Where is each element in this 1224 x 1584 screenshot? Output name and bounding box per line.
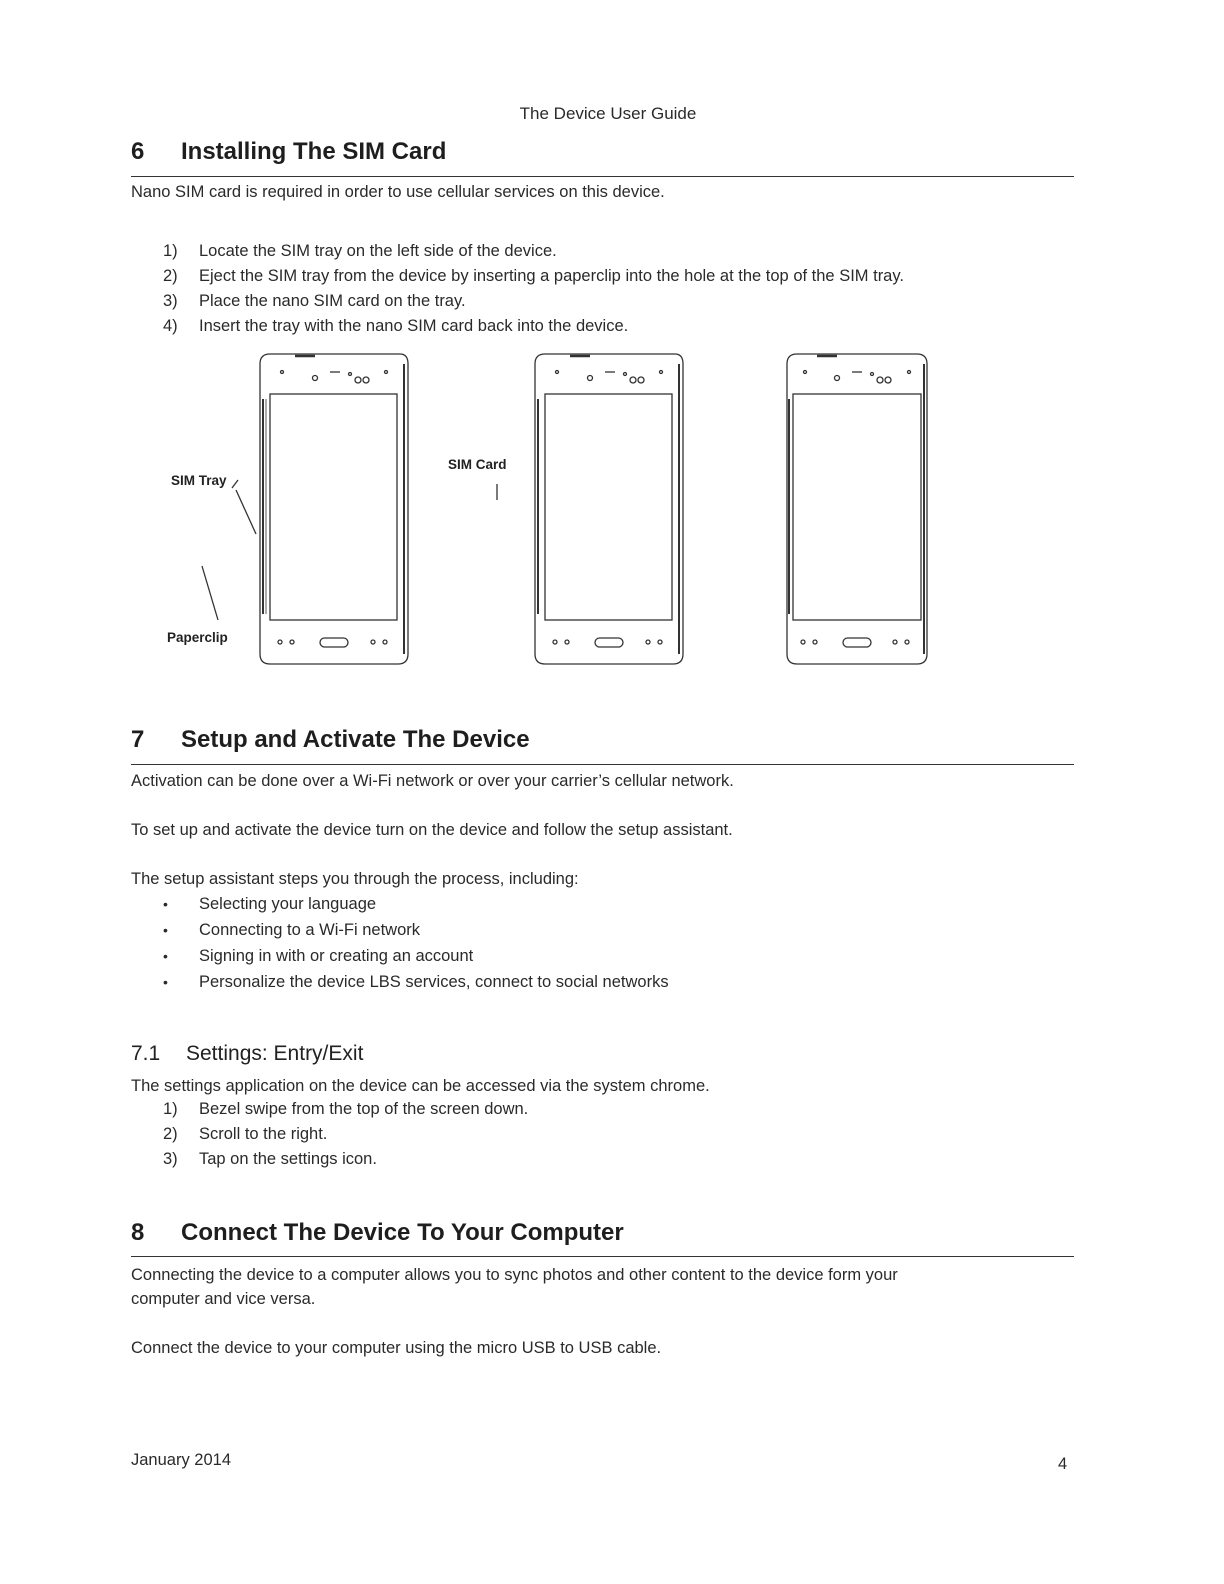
section-7-1-intro: The settings application on the device can be accessed via the system chrome. [131, 1077, 710, 1095]
section-8-heading [131, 1219, 624, 1247]
list-item: 2) Eject the SIM tray from the device by inserting a paperclip into the hole at the top of the SIM tray. [163, 267, 904, 285]
section-6-rule [131, 176, 1074, 177]
list-item: 1) Bezel swipe from the top of the screen down. [163, 1100, 529, 1118]
section-8-para-1-line-1: Connecting the device to a computer allows you to sync photos and other content to the device form your [131, 1266, 898, 1284]
section-8-title: Connect The Device To Your Computer [181, 1219, 624, 1246]
running-header-text: The Device User Guide [519, 104, 697, 123]
section-7-bullets [163, 891, 669, 995]
section-7-para-2: To set up and activate the device turn on the device and follow the setup assistant. [131, 821, 733, 839]
phone-illustration-1 [260, 354, 408, 664]
section-7-number: 7 [131, 726, 145, 753]
section-7-heading [131, 726, 530, 754]
section-8-para-2: Connect the device to your computer using the micro USB to USB cable. [131, 1339, 662, 1357]
section-8-number: 8 [131, 1219, 145, 1246]
section-6-title: Installing The SIM Card [181, 138, 447, 165]
sim-card-label: SIM Card [448, 457, 507, 472]
list-item: • Signing in with or creating an account [163, 947, 474, 965]
section-7-para-1: Activation can be done over a Wi-Fi network or over your carrier’s cellular network. [131, 772, 734, 790]
list-item: 1) Locate the SIM tray on the left side of the device. [163, 242, 557, 260]
paperclip-pointer [202, 566, 218, 620]
list-item: 4) Insert the tray with the nano SIM card back into the device. [163, 317, 629, 335]
paperclip-label: Paperclip [167, 630, 228, 645]
section-7-1-heading [131, 1042, 363, 1066]
list-item: 3) Place the nano SIM card on the tray. [163, 292, 466, 310]
section-7-1-number: 7.1 [131, 1042, 161, 1065]
section-8-rule [131, 1256, 1074, 1257]
footer-page-number: 4 [1058, 1455, 1068, 1473]
section-8-para-1-line-2: computer and vice versa. [131, 1290, 316, 1308]
footer-date: January 2014 [131, 1451, 231, 1469]
running-header [0, 104, 1224, 124]
sim-installation-figure [160, 348, 960, 668]
list-item: • Personalize the device LBS services, connect to social networks [163, 973, 669, 991]
section-6-heading [131, 138, 446, 166]
section-6-steps [163, 239, 904, 339]
section-7-1-title: Settings: Entry/Exit [186, 1042, 364, 1065]
list-item: • Selecting your language [163, 895, 377, 913]
section-7-title: Setup and Activate The Device [181, 726, 530, 753]
section-7-rule [131, 764, 1074, 765]
section-7-1-steps [163, 1097, 528, 1172]
list-item: • Connecting to a Wi-Fi network [163, 921, 421, 939]
sim-tray-pointer-tick [232, 480, 238, 488]
sim-tray-pointer [236, 490, 256, 534]
list-item: 3) Tap on the settings icon. [163, 1150, 377, 1168]
section-6-intro: Nano SIM card is required in order to use cellular services on this device. [131, 183, 665, 201]
phone-illustration-2 [535, 354, 683, 664]
section-6-number: 6 [131, 138, 145, 165]
section-7-para-3: The setup assistant steps you through the process, including: [131, 870, 579, 888]
list-item: 2) Scroll to the right. [163, 1125, 328, 1143]
sim-tray-label: SIM Tray [171, 473, 227, 488]
phone-illustration-3 [787, 354, 927, 664]
